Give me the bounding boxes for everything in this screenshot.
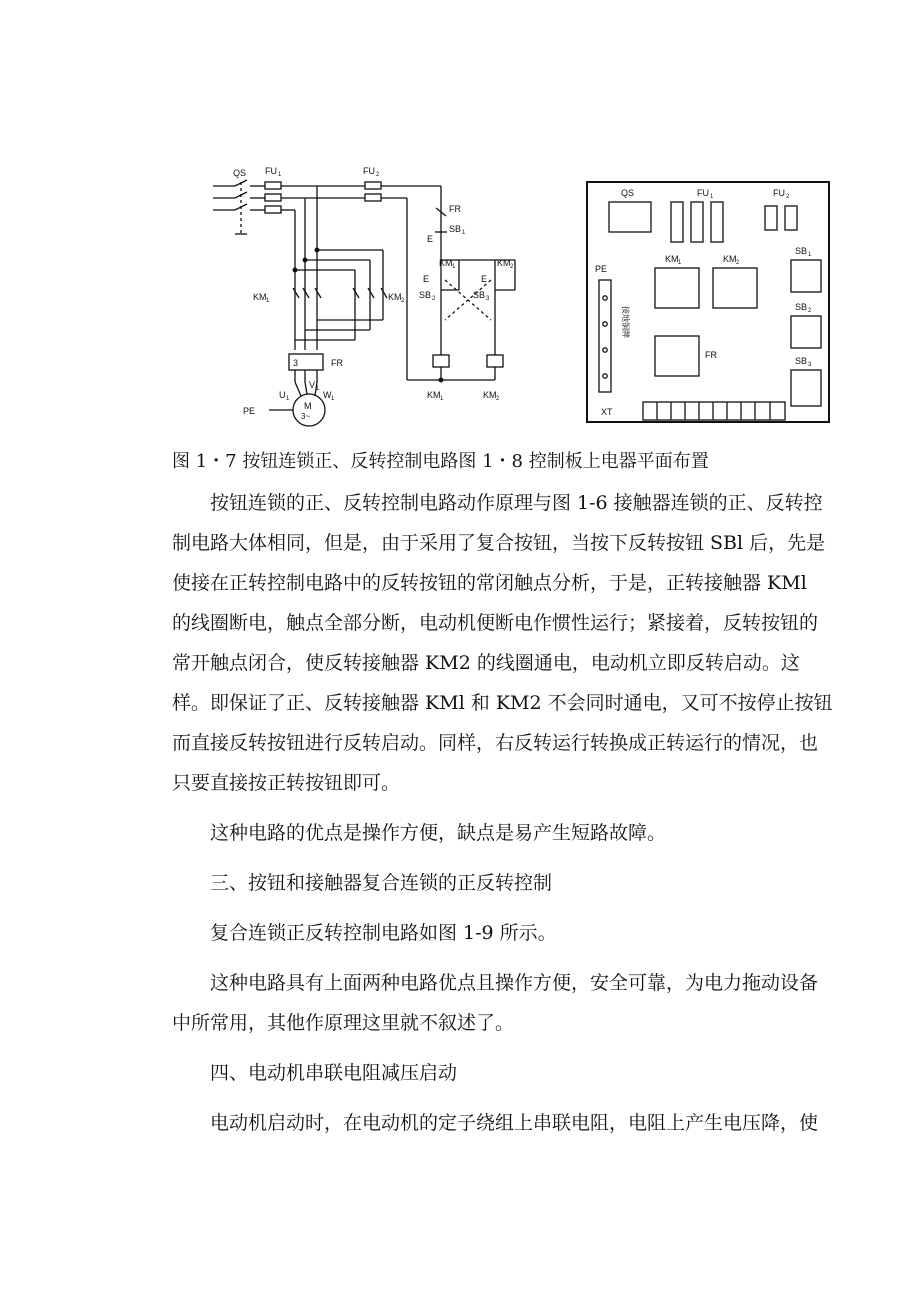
board-qs-label: QS (621, 188, 635, 198)
km1-coil-subscript: 1 (440, 396, 444, 402)
paragraph-advantage: 这种电路的优点是操作方便，缺点是易产生短路故障。 (210, 822, 667, 844)
paragraph-compound-line-2: 中所常用，其他作原理这里就不叙述了。 (172, 1012, 515, 1034)
fu1-subscript: 1 (278, 172, 282, 178)
board-sb3-label: SB (795, 356, 808, 366)
pe-label: PE (243, 406, 256, 416)
board-fu1-label: FU (697, 188, 709, 198)
board-km2-subscript: 2 (736, 260, 740, 266)
board-km1-label: KM (665, 254, 679, 264)
sb2-subscript: 2 (432, 296, 436, 302)
motor-phase-label: 3~ (301, 412, 311, 421)
board-sb2-subscript: 2 (808, 308, 812, 314)
fr-label: FR (331, 358, 343, 368)
fu2-subscript: 2 (376, 172, 380, 178)
sb2-block (791, 316, 821, 348)
km1-main-subscript: 1 (266, 298, 270, 304)
fu1-block-3 (711, 202, 723, 242)
fu2-block-2 (785, 206, 797, 230)
thermal-count-label: 3 (293, 358, 299, 368)
paragraph-resistor-start: 电动机启动时，在电动机的定子绕组上串联电阻，电阻上产生电压降，使 (210, 1112, 819, 1134)
e-label-1: E (427, 234, 434, 244)
km2-coil-subscript: 2 (496, 396, 500, 402)
sb3-subscript: 3 (486, 296, 490, 302)
paragraph-line-7: 而直接反转按钮进行反转启动。同样，右反转运行转换成正转运行的情况，也 (172, 732, 819, 754)
sb2-label: SB (419, 290, 432, 300)
km1-main-label: KM (253, 292, 267, 302)
section-heading-4: 四、电动机串联电阻减压启动 (210, 1062, 458, 1084)
sb1-block (791, 260, 821, 292)
figure-caption: 图 1・7 按钮连锁正、反转控制电路图 1・8 控制板上电器平面布置 (172, 451, 709, 472)
paragraph-figure-ref: 复合连锁正反转控制电路如图 1-9 所示。 (210, 922, 557, 944)
km1-coil-label: KM (427, 390, 441, 400)
board-km1-subscript: 1 (678, 260, 682, 266)
board-sb1-label: SB (795, 246, 808, 256)
w1-label: W (323, 390, 332, 400)
fu2-label: FU (363, 166, 375, 176)
km2-contact-subscript: 2 (510, 264, 514, 270)
board-km2-label: KM (723, 254, 737, 264)
board-fu2-subscript: 2 (786, 194, 790, 200)
terminal-strip (643, 402, 785, 420)
paragraph-line-3: 使接在正转控制电路中的反转按钮的常闭触点分析，于是，正转接触器 KMl (172, 572, 807, 594)
fr-block (655, 336, 699, 376)
control-board-layout (585, 180, 835, 430)
board-fu2-label: FU (773, 188, 785, 198)
fr-contact-label: FR (449, 204, 461, 214)
w1-subscript: 1 (331, 396, 335, 402)
section-heading-3: 三、按钮和接触器复合连锁的正反转控制 (210, 872, 553, 894)
ground-copper-plate (599, 280, 611, 392)
circuit-diagram (205, 160, 545, 430)
fu1-block-2 (691, 202, 703, 242)
board-xt-label: XT (601, 407, 613, 417)
km1-contact-subscript: 1 (452, 264, 456, 270)
km2-block (713, 268, 757, 308)
paragraph-line-4: 的线圈断电，触点全部分断，电动机便断电作惯性运行；紧接着，反转按钮的 (172, 612, 819, 634)
motor-m-label: M (304, 401, 312, 411)
paragraph-line-1: 按钮连锁的正、反转控制电路动作原理与图 1-6 接触器连锁的正、反转控 (210, 492, 823, 514)
qs-label: QS (233, 168, 247, 178)
km1-block (655, 268, 699, 308)
fu1-label: FU (265, 166, 277, 176)
board-sb3-subscript: 3 (808, 362, 812, 368)
board-fu1-subscript: 1 (710, 194, 714, 200)
km1-contact-label: KM (439, 258, 453, 268)
fu1-block-1 (671, 202, 683, 242)
fu2-block-1 (765, 206, 777, 230)
e-label-2: E (423, 274, 430, 284)
u1-label: U (279, 390, 286, 400)
qs-block (609, 202, 651, 232)
paragraph-line-5: 常开触点闭合，使反转接触器 KM2 的线圈通电，电动机立即反转启动。这 (172, 652, 800, 674)
board-pe-label: PE (595, 264, 608, 274)
board-fr-label: FR (705, 350, 717, 360)
paragraph-compound-line-1: 这种电路具有上面两种电路优点且操作方便，安全可靠，为电力拖动设备 (210, 972, 819, 994)
sb3-label: SB (473, 290, 486, 300)
ground-plate-label: 接地铜牌 (621, 306, 630, 338)
km2-main-label: KM (388, 292, 402, 302)
e-label-3: E (481, 274, 488, 284)
board-sb2-label: SB (795, 302, 808, 312)
paragraph-line-2: 制电路大体相同，但是，由于采用了复合按钮，当按下反转按钮 SBl 后，先是 (172, 532, 826, 554)
sb1-subscript: 1 (462, 230, 466, 236)
paragraph-line-6: 样。即保证了正、反转接触器 KMl 和 KM2 不会同时通电，又可不按停止按钮 (172, 692, 833, 714)
v1-label: V (309, 380, 316, 390)
sb3-block (791, 370, 821, 406)
km2-coil-label: KM (483, 390, 497, 400)
km2-main-subscript: 2 (401, 298, 405, 304)
km2-contact-label: KM (497, 258, 511, 268)
board-sb1-subscript: 1 (808, 252, 812, 258)
paragraph-line-8: 只要直接按正转按钮即可。 (172, 772, 401, 794)
v1-subscript: 1 (316, 386, 320, 392)
sb1-label: SB (449, 224, 462, 234)
u1-subscript: 1 (286, 396, 290, 402)
